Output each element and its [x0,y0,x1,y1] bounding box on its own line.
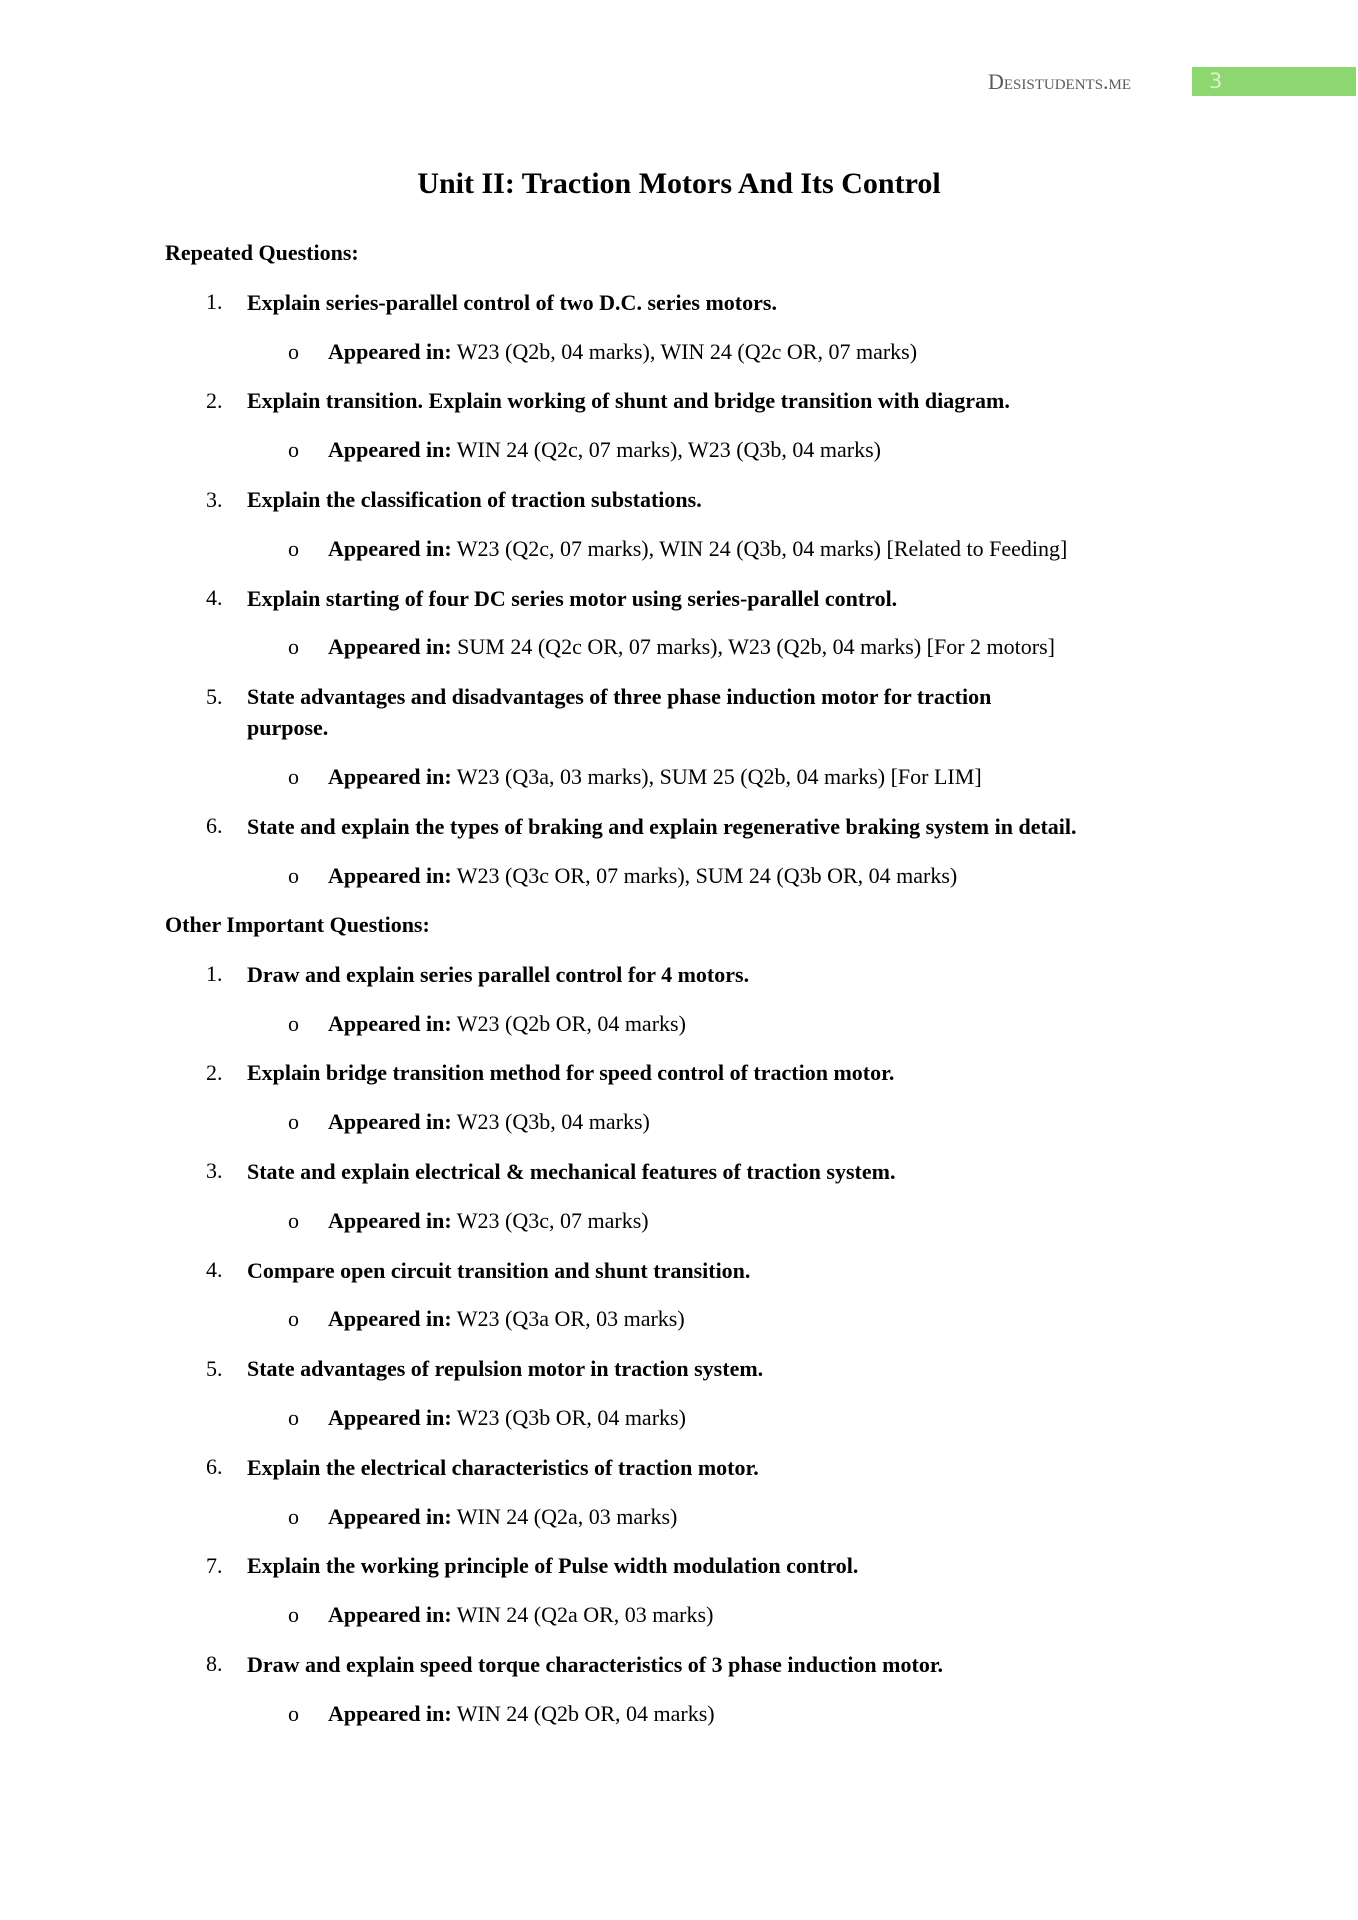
question-text [247,1353,763,1384]
appeared-in-label: Appeared in: [328,634,452,660]
appeared-in-value: W23 (Q2b OR, 04 marks) [456,1010,686,1036]
appeared-in [328,536,1067,562]
question-text [247,287,777,318]
question-text-line: Explain series-parallel control of two D.C. series motors. [247,289,777,315]
appeared-in-value: WIN 24 (Q2b OR, 04 marks) [456,1700,715,1726]
bullet-icon: o [288,338,299,364]
question-number: 4. [206,585,223,611]
page-number-badge [1192,67,1356,96]
appeared-in-label: Appeared in: [328,764,452,789]
bullet-icon: o [288,1207,299,1233]
appeared-in-label: Appeared in: [328,1602,452,1628]
bullet-icon: o [288,1306,299,1332]
appeared-in [328,1208,649,1234]
question-number: 1. [206,961,223,987]
appeared-in-label: Appeared in: [328,1109,452,1135]
appeared-in [328,634,1055,660]
question-text-line: purpose. [247,715,329,741]
bullet-icon: o [288,1404,299,1430]
question-number: 5. [206,683,223,709]
question-text [247,681,991,743]
appeared-in-value: W23 (Q3c OR, 07 marks), SUM 24 (Q3b OR, 04 marks) [456,862,958,888]
question-number: 6. [206,813,223,839]
appeared-in [328,863,957,889]
appeared-in-value: WIN 24 (Q2c, 07 marks), W23 (Q3b, 04 marks) [456,437,882,463]
bullet-icon: o [288,437,299,463]
bullet-icon: o [288,1109,299,1135]
question-text [247,1057,894,1088]
question-text-line: Draw and explain series parallel control for 4 motors. [247,961,750,987]
question-text-line: Explain the classification of traction substations. [247,487,702,512]
question-text [247,1452,759,1483]
appeared-in-value: W23 (Q3c, 07 marks) [456,1207,649,1233]
appeared-in-label: Appeared in: [328,862,452,888]
question-number: 1. [206,289,223,315]
appeared-in [328,764,982,790]
question-text [247,1255,750,1286]
question-text-line: Explain the working principle of Pulse width modulation control. [247,1553,859,1579]
section-heading: Repeated Questions: [165,240,359,265]
appeared-in-label: Appeared in: [328,338,452,364]
question-number: 8. [206,1651,223,1677]
question-text [247,1156,895,1187]
question-text [247,1649,943,1680]
appeared-in-value: W23 (Q3b OR, 04 marks) [456,1404,686,1430]
appeared-in-label: Appeared in: [328,1207,452,1233]
question-text-line: Compare open circuit transition and shunt transition. [247,1257,751,1283]
appeared-in-value: WIN 24 (Q2a, 03 marks) [456,1503,678,1529]
question-text-line: State and explain electrical & mechanical features of traction system. [247,1158,896,1184]
question-text [247,1550,858,1581]
question-text-line: State advantages of repulsion motor in traction system. [247,1356,764,1382]
appeared-in-label: Appeared in: [328,1404,452,1430]
bullet-icon: o [288,764,299,789]
question-text [247,959,749,990]
question-text [247,583,897,614]
appeared-in-label: Appeared in: [328,535,452,561]
question-text-line: Explain starting of four DC series motor using series-parallel control. [247,585,898,611]
appeared-in-label: Appeared in: [328,1306,452,1332]
appeared-in-label: Appeared in: [328,1503,452,1529]
question-number: 6. [206,1454,223,1480]
page-title: Unit II: Traction Motors And Its Control [417,167,941,200]
header-site-name: Desistudents.me [988,69,1132,94]
appeared-in [328,1306,685,1332]
question-number: 4. [206,1257,223,1282]
question-text-line: Explain the electrical characteristics of traction motor. [247,1454,759,1480]
question-text-line: State advantages and disadvantages of three phase induction motor for traction [247,684,992,710]
appeared-in-value: W23 (Q3a, 03 marks), SUM 25 (Q2b, 04 marks) [For LIM] [456,764,982,789]
question-text [247,484,702,515]
question-text-line: Draw and explain speed torque characteristics of 3 phase induction motor. [247,1651,944,1677]
appeared-in-value: W23 (Q2c, 07 marks), WIN 24 (Q3b, 04 marks) [Related to Feeding] [456,535,1068,561]
appeared-in-label: Appeared in: [328,437,452,463]
appeared-in-label: Appeared in: [328,1700,452,1726]
bullet-icon: o [288,535,299,561]
appeared-in-value: W23 (Q2b, 04 marks), WIN 24 (Q2c OR, 07 marks) [456,338,918,364]
bullet-icon: o [288,1602,299,1628]
question-text [247,811,1077,842]
bullet-icon: o [288,1700,299,1726]
question-number: 2. [206,1059,223,1085]
appeared-in-label: Appeared in: [328,1010,452,1036]
appeared-in-value: W23 (Q3a OR, 03 marks) [456,1306,685,1332]
question-number: 7. [206,1552,223,1578]
section-heading: Other Important Questions: [165,911,430,937]
bullet-icon: o [288,1010,299,1036]
appeared-in [328,1109,650,1135]
bullet-icon: o [288,1503,299,1529]
bullet-icon: o [288,634,299,660]
question-number: 5. [206,1355,223,1381]
question-number: 3. [206,1158,223,1184]
appeared-in [328,1405,686,1431]
question-text-line: State and explain the types of braking and explain regenerative braking system in detail. [247,813,1077,839]
question-text-line: Explain bridge transition method for speed control of traction motor. [247,1060,895,1086]
question-text-line: Explain transition. Explain working of shunt and bridge transition with diagram. [247,388,1010,414]
appeared-in [328,339,917,365]
question-text [247,385,1010,416]
appeared-in [328,437,881,463]
bullet-icon: o [288,862,299,888]
question-number: 3. [206,486,223,512]
page-number: 3 [1209,69,1223,93]
appeared-in [328,1701,715,1727]
appeared-in [328,1011,686,1037]
appeared-in [328,1602,713,1628]
appeared-in-value: W23 (Q3b, 04 marks) [456,1109,650,1135]
question-number: 2. [206,387,223,413]
appeared-in-value: WIN 24 (Q2a OR, 03 marks) [456,1602,714,1628]
appeared-in-value: SUM 24 (Q2c OR, 07 marks), W23 (Q2b, 04 marks) [For 2 motors] [457,634,1055,660]
appeared-in [328,1504,677,1530]
